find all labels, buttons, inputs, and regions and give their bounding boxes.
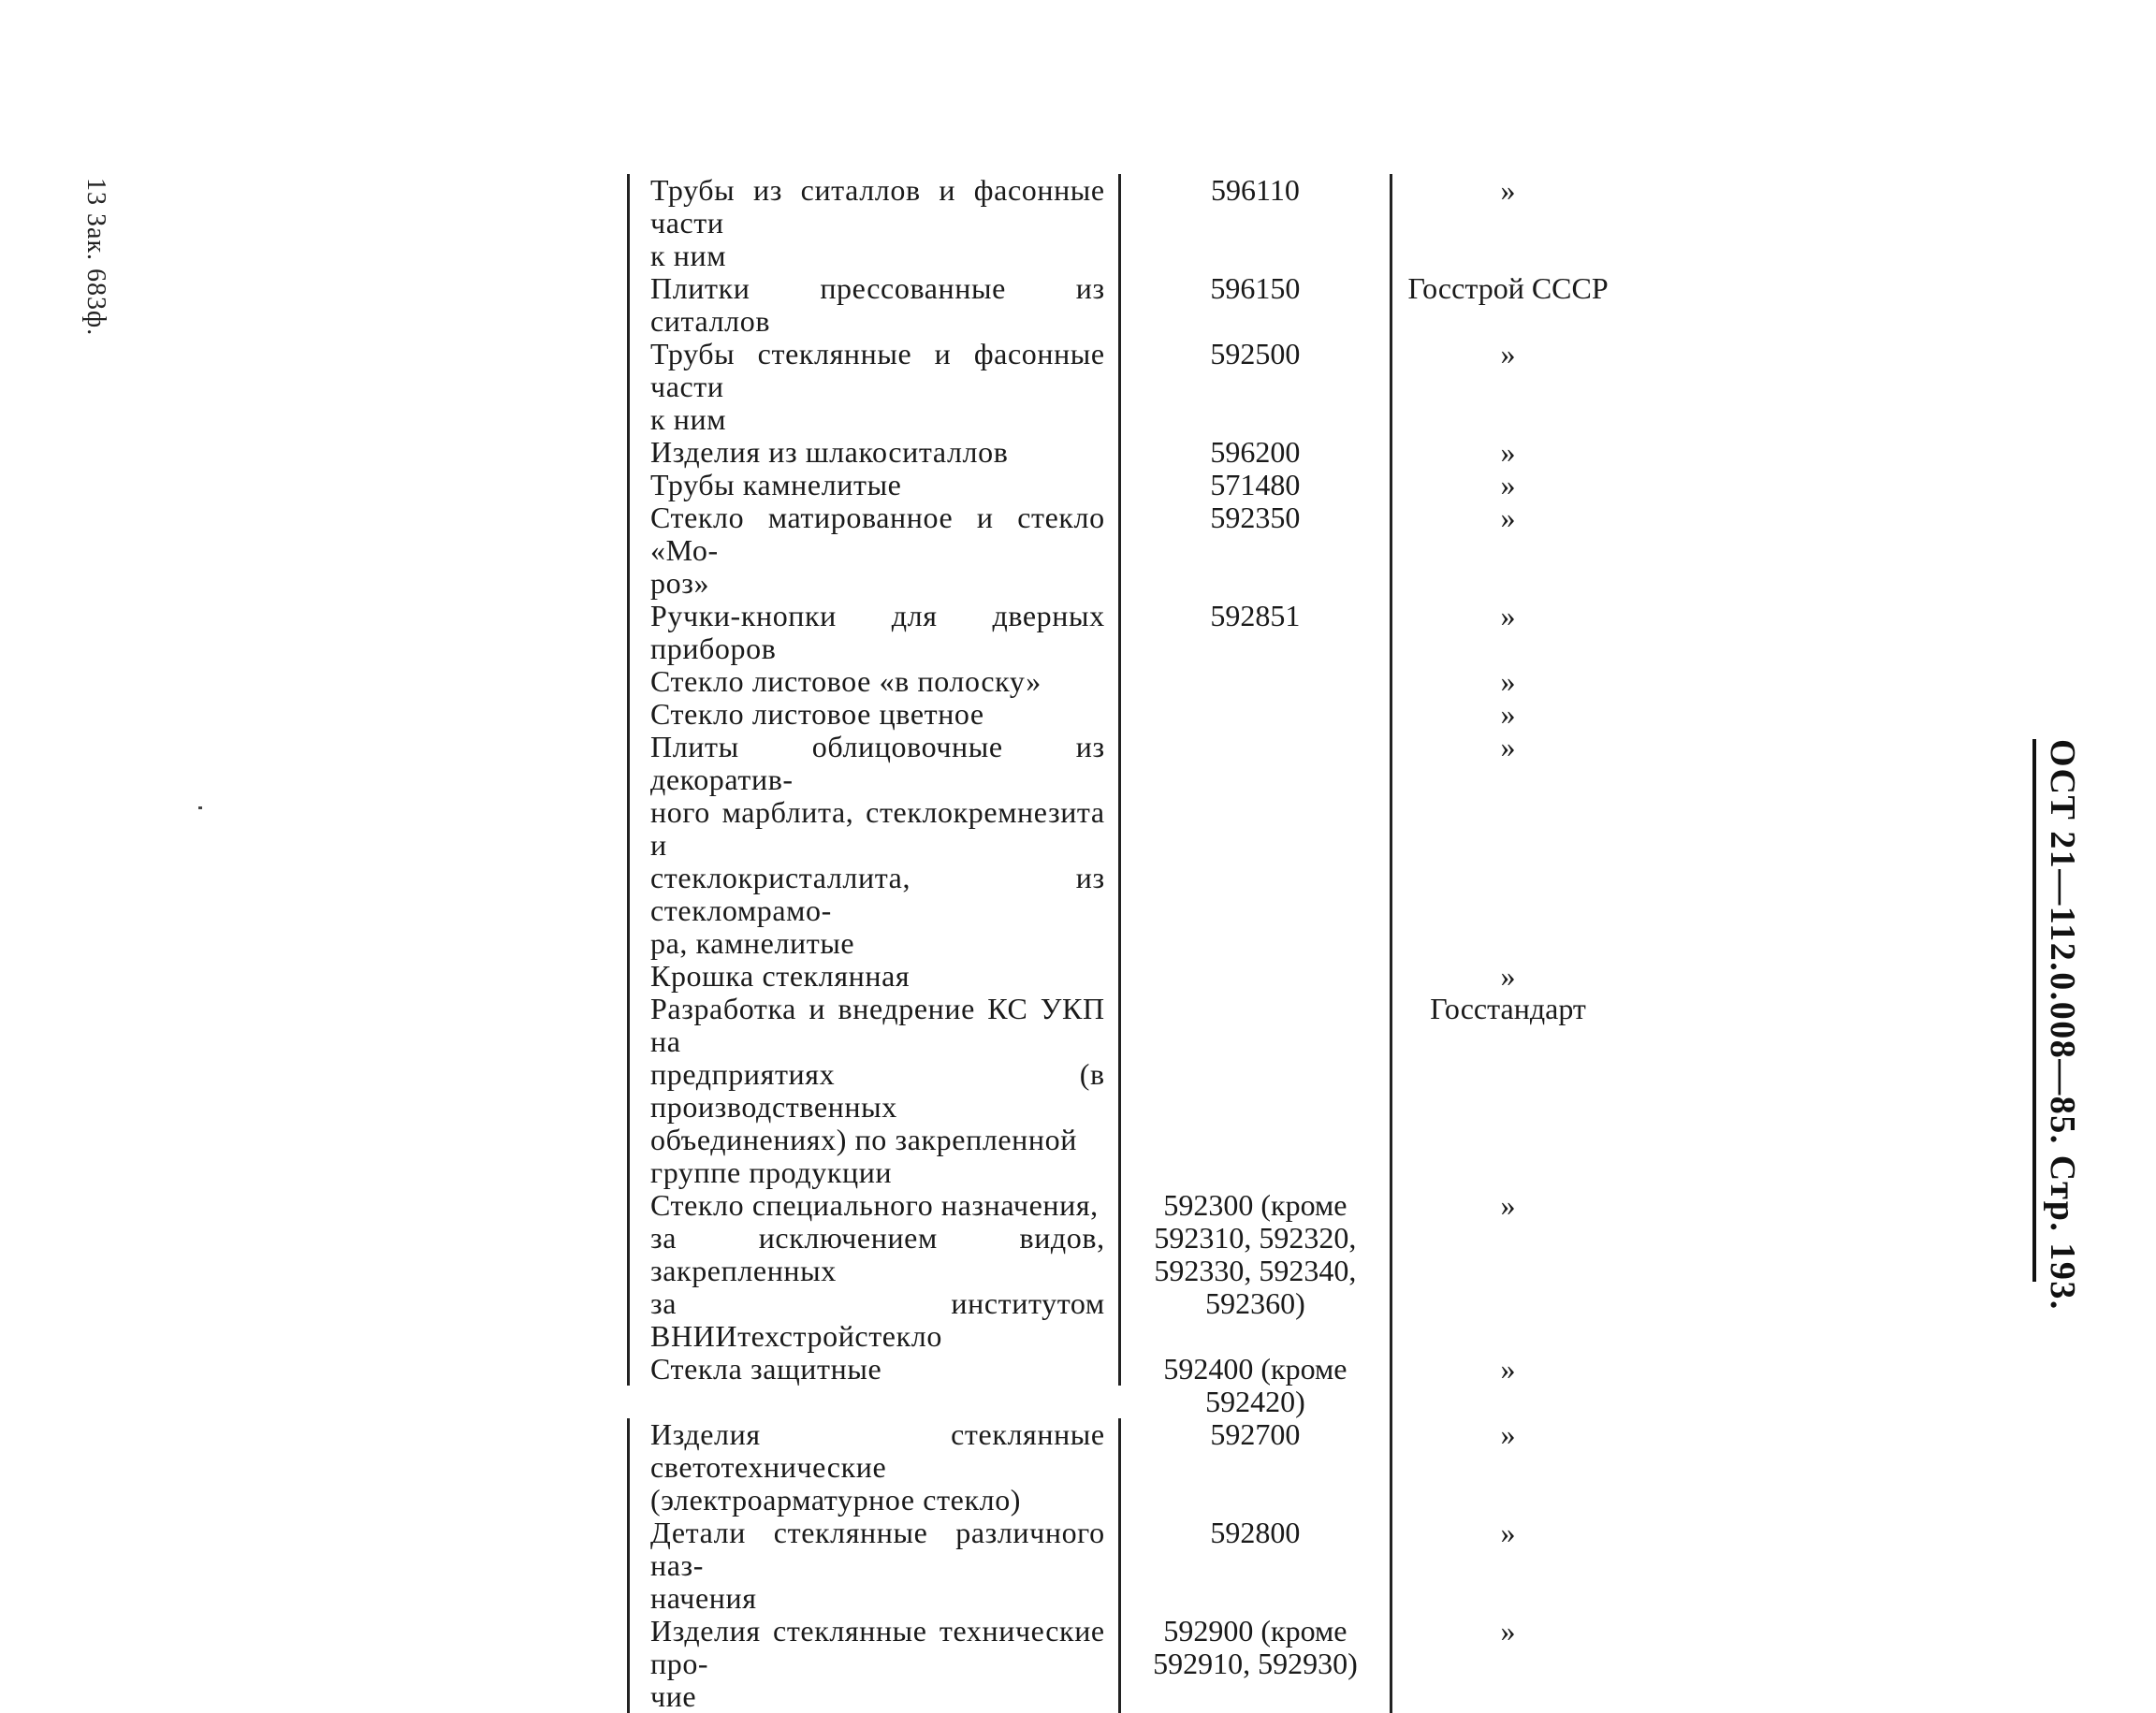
product-name-line: Стекло специального назначения,: [650, 1188, 1099, 1222]
product-code-cell: [1121, 469, 1392, 501]
table-row: [627, 1418, 1614, 1517]
product-code-line: 571480: [1210, 468, 1301, 501]
product-code-line: 592360): [1205, 1286, 1305, 1320]
product-name-line: чие: [650, 1679, 697, 1713]
product-code-line: 592910, 592930): [1153, 1647, 1358, 1680]
product-code-line: 596150: [1210, 271, 1301, 305]
authority-cell: »: [1500, 664, 1516, 698]
product-code-cell: [1121, 436, 1392, 469]
product-code-cell: [1121, 1353, 1392, 1418]
product-name-line: Стекло листовое «в полоску»: [650, 664, 1042, 698]
product-name-line: роз»: [650, 566, 710, 600]
table-row: [627, 1517, 1614, 1615]
product-name-line: Изделия стеклянные светотехнические: [650, 1417, 1105, 1484]
product-name-line: к ним: [650, 402, 727, 436]
authority-cell: »: [1500, 959, 1516, 993]
product-name-line: Детали стеклянные различного наз-: [650, 1516, 1105, 1582]
product-name-line: Крошка стеклянная: [650, 959, 910, 993]
product-code-cell: [1121, 174, 1392, 272]
product-code-cell: [1121, 993, 1392, 1189]
table-row: [627, 731, 1614, 960]
product-code-line: 592900 (кроме: [1163, 1614, 1348, 1648]
product-name-cell: [627, 665, 1121, 698]
product-code-line: 592300 (кроме: [1163, 1188, 1348, 1222]
product-name-cell: [627, 1615, 1121, 1713]
header-rule: [2032, 739, 2036, 1282]
authority-cell: »: [1500, 730, 1516, 763]
table-row: [627, 1353, 1614, 1418]
product-name-line: Стекла защитные: [650, 1352, 882, 1386]
authority-cell: »: [1500, 1614, 1516, 1648]
product-name-line: начения: [650, 1581, 757, 1615]
authority-cell: »: [1500, 1516, 1516, 1549]
product-name-line: группе продукции: [650, 1155, 893, 1189]
table-row: [627, 436, 1614, 469]
product-code-line: 592500: [1210, 337, 1301, 370]
authority-cell: »: [1500, 1417, 1516, 1451]
product-name-line: к ним: [650, 239, 727, 272]
product-name-line: ного марблита, стеклокремнезита и: [650, 795, 1105, 862]
product-name-cell: [627, 1418, 1121, 1517]
product-table: [627, 174, 1614, 1713]
product-code-line: 592310, 592320,: [1154, 1221, 1357, 1255]
product-name-cell: [627, 960, 1121, 993]
product-name-cell: [627, 436, 1121, 469]
product-code-cell: [1121, 338, 1392, 436]
product-code-cell: [1121, 1517, 1392, 1615]
product-code-line: [1121, 731, 1390, 763]
product-name-cell: [627, 469, 1121, 501]
product-code-cell: [1121, 1615, 1392, 1713]
product-code-cell: [1121, 600, 1392, 665]
product-name-line: (электроарматурное стекло): [650, 1483, 1022, 1517]
product-code-line: 596200: [1210, 435, 1301, 469]
product-name-line: Трубы стеклянные и фасонные части: [650, 337, 1105, 403]
authority-cell: »: [1500, 337, 1516, 370]
product-code-cell: [1121, 731, 1392, 960]
product-name-cell: [627, 501, 1121, 600]
product-name-cell: [627, 1189, 1121, 1353]
table-row: [627, 665, 1614, 698]
product-name-line: Трубы из ситаллов и фасонные части: [650, 173, 1105, 240]
product-name-line: предприятиях (в производственных: [650, 1057, 1105, 1124]
product-code-cell: [1121, 960, 1392, 993]
product-name-line: объединениях) по закрепленной: [650, 1123, 1077, 1156]
authority-cell: »: [1500, 173, 1516, 207]
product-name-line: Изделия стеклянные технические про-: [650, 1614, 1105, 1680]
authority-cell: »: [1500, 1352, 1516, 1386]
table-row: [627, 960, 1614, 993]
product-code-line: 592800: [1210, 1516, 1301, 1549]
product-name-line: Трубы камнелитые: [650, 468, 902, 501]
product-name-cell: [627, 600, 1121, 665]
product-code-cell: [1121, 272, 1392, 338]
product-code-line: [1121, 993, 1390, 1025]
standard-page-header: ОСТ 21—112.0.008—85. Стр. 193.: [2043, 739, 2082, 1311]
product-name-cell: [627, 338, 1121, 436]
product-name-line: Стекло листовое цветное: [650, 697, 984, 731]
authority-cell: Госстандарт: [1430, 992, 1586, 1025]
product-code-cell: [1121, 665, 1392, 698]
table-row: [627, 1189, 1614, 1353]
authority-cell: »: [1500, 501, 1516, 534]
product-name-cell: [627, 1517, 1121, 1615]
product-code-cell: [1121, 1418, 1392, 1517]
product-name-line: ра, камнелитые: [650, 926, 855, 960]
authority-cell: »: [1500, 468, 1516, 501]
product-name-line: за исключением видов, закрепленных: [650, 1221, 1105, 1287]
table-row: [627, 1615, 1614, 1713]
product-name-line: Стекло матированное и стекло «Мо-: [650, 501, 1105, 567]
product-name-cell: [627, 174, 1121, 272]
product-name-line: стеклокристаллита, из стекломрамо-: [650, 861, 1105, 927]
table-row: [627, 501, 1614, 600]
product-name-line: Разработка и внедрение КС УКП на: [650, 992, 1105, 1058]
product-name-line: Изделия из шлакоситаллов: [650, 435, 1009, 469]
table-row: [627, 272, 1614, 338]
authority-cell: »: [1500, 1188, 1516, 1222]
product-code-line: [1121, 698, 1390, 731]
product-name-cell: [627, 272, 1121, 338]
product-name-line: за институтом ВНИИтехстройстекло: [650, 1286, 1105, 1353]
product-code-line: 592700: [1210, 1417, 1301, 1451]
table-row: [627, 698, 1614, 731]
product-code-line: 592350: [1210, 501, 1301, 534]
product-name-cell: [627, 1353, 1121, 1386]
product-code-line: 592851: [1210, 599, 1301, 632]
product-name-cell: [627, 731, 1121, 960]
authority-cell: »: [1500, 435, 1516, 469]
table-row: [627, 993, 1614, 1189]
product-name-cell: [627, 993, 1121, 1189]
margin-order-note: 13 Зак. 683ф.: [81, 178, 110, 337]
product-name-line: Плитки прессованные из ситаллов: [650, 271, 1105, 338]
print-speck: [198, 806, 202, 809]
table-row: [627, 338, 1614, 436]
table-row: [627, 600, 1614, 665]
authority-cell: »: [1500, 697, 1516, 731]
authority-cell: »: [1500, 599, 1516, 632]
product-code-line: [1121, 960, 1390, 993]
product-name-line: Ручки-кнопки для дверных приборов: [650, 599, 1105, 665]
table-row: [627, 469, 1614, 501]
product-code-line: 596110: [1211, 173, 1300, 207]
table-row: [627, 174, 1614, 272]
product-code-line: 592420): [1205, 1385, 1305, 1418]
product-code-line: [1121, 665, 1390, 698]
product-code-line: 592400 (кроме: [1163, 1352, 1348, 1386]
product-code-line: 592330, 592340,: [1154, 1254, 1357, 1287]
product-code-cell: [1121, 698, 1392, 731]
product-name-line: Плиты облицовочные из декоратив-: [650, 730, 1105, 796]
product-code-cell: [1121, 1189, 1392, 1353]
product-name-cell: [627, 698, 1121, 731]
authority-cell: Госстрой СССР: [1407, 271, 1609, 305]
product-code-cell: [1121, 501, 1392, 600]
